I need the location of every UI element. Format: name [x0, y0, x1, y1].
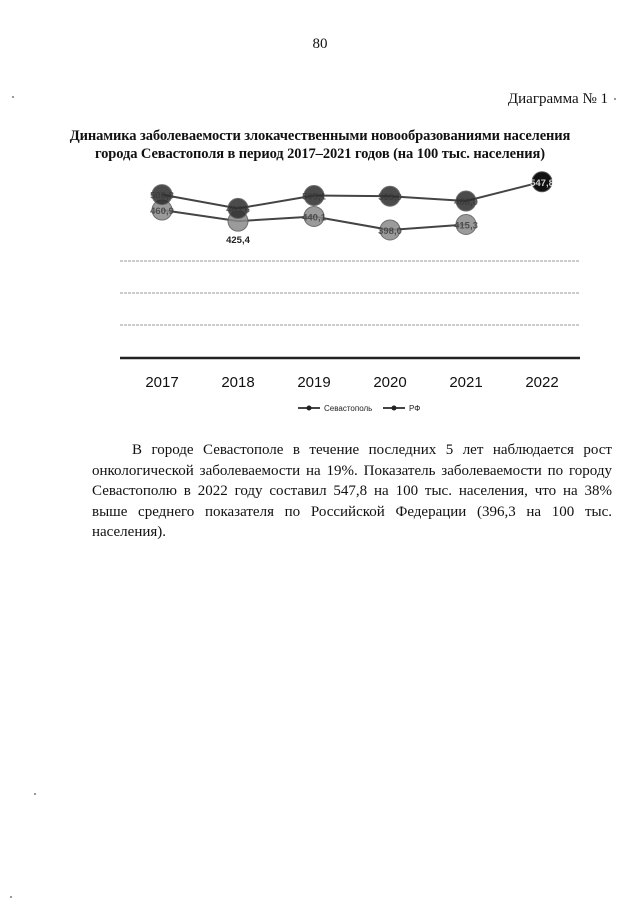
data-label: 508,8	[150, 190, 174, 202]
data-label: 415,3	[454, 220, 478, 232]
data-label: 440,1	[302, 212, 326, 224]
scan-speck	[34, 793, 36, 795]
legend-marker	[307, 406, 312, 411]
scan-speck	[10, 896, 12, 898]
data-label: 460,9	[150, 206, 174, 218]
scan-speck	[614, 98, 616, 100]
data-label: 425,4	[226, 235, 250, 247]
data-label: 488,0	[454, 197, 478, 209]
x-tick-label: 2022	[525, 374, 559, 391]
data-label: 547,8	[530, 177, 554, 189]
x-tick-label: 2019	[297, 374, 331, 391]
x-tick-label: 2017	[145, 374, 179, 391]
body-paragraph: В городе Севастополе в течение последних 5 лет наблюдается рост онкологической заболеваемости на 19%. Показатель заболеваемости по городу Севастополю в 2022 году составил 547,8 на 100 тыс. населения, что на 38% выше среднего показателя по Российской Федерации (396,3 на 100 тыс. населения).	[92, 442, 612, 540]
legend-label: Севастополь	[324, 404, 373, 413]
chart-title: Динамика заболеваемости злокачественными новообразованиями населения города Севастополя в период 2017–2021 годов (на 100 тыс. населения)	[69, 128, 571, 162]
x-tick-label: 2018	[221, 374, 255, 391]
legend-marker	[392, 406, 397, 411]
page-number: 80	[312, 36, 328, 52]
diagram-label: Диаграмма № 1	[507, 91, 608, 107]
x-tick-label: 2020	[373, 374, 407, 391]
data-label: 398,0	[378, 225, 402, 237]
data-label: 465,6	[226, 204, 250, 216]
data-label: 503,0	[378, 192, 402, 204]
scan-speck	[12, 96, 14, 98]
line-chart	[100, 165, 600, 425]
series-line-2	[162, 182, 542, 209]
x-tick-label: 2021	[449, 374, 483, 391]
data-label: 505,1	[302, 191, 326, 203]
legend-label: РФ	[409, 404, 421, 413]
